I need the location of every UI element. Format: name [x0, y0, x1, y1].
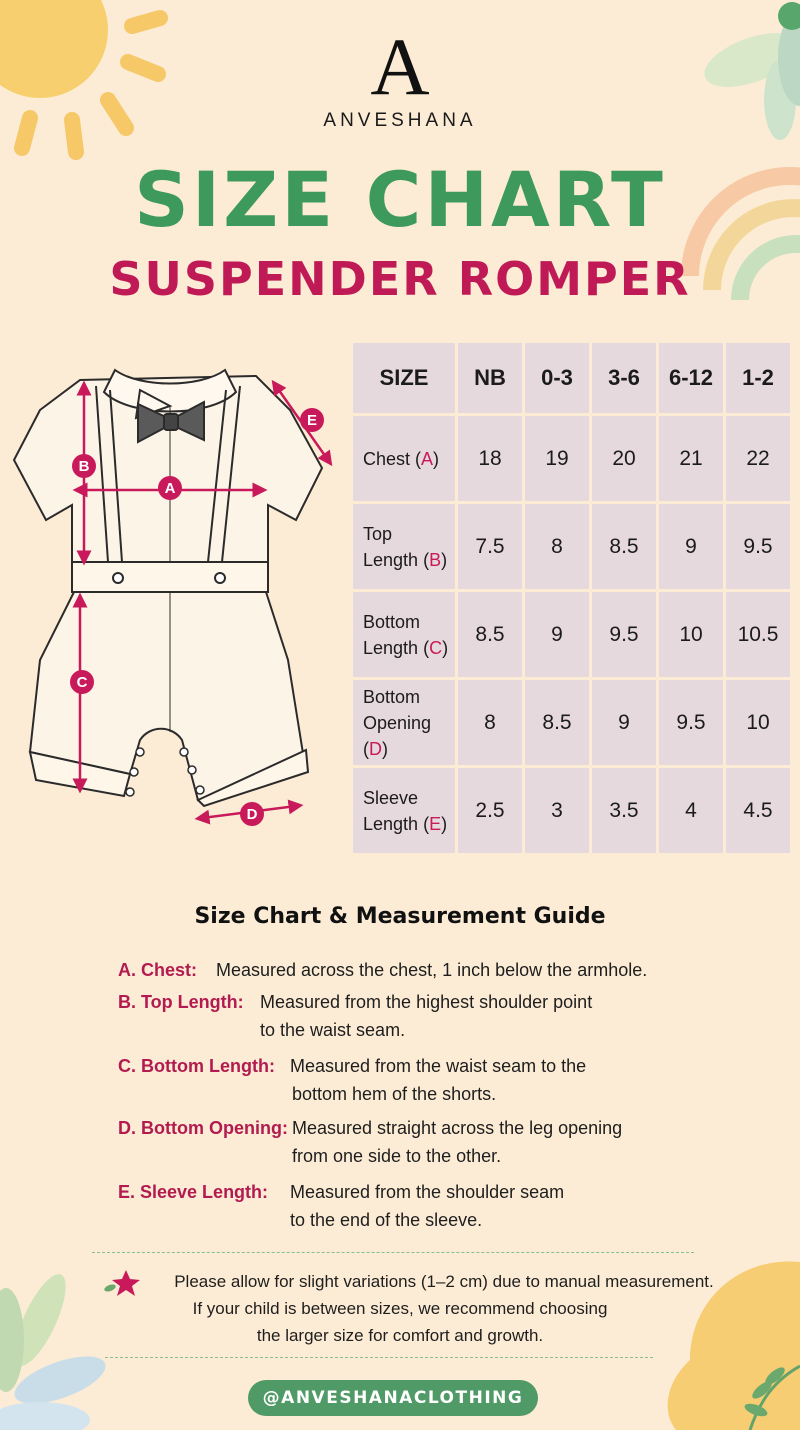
table-cell: 10	[659, 592, 723, 677]
table-cell: 3	[525, 768, 589, 853]
row-label: Chest (A)	[353, 416, 455, 501]
table-cell: 10.5	[726, 592, 790, 677]
guide-description: Measured from the waist seam to the	[290, 1056, 587, 1076]
table-cell: 4.5	[726, 768, 790, 853]
romper-diagram	[0, 340, 340, 840]
guide-description: Measured across the chest, 1 inch below the armhole.	[216, 960, 648, 980]
table-cell: 9	[525, 592, 589, 677]
guide-description: Measured from the highest shoulder point	[260, 992, 593, 1012]
guide-label: D. Bottom Opening:	[118, 1118, 288, 1138]
table-row	[353, 504, 790, 589]
brand-logo-letter: A	[370, 21, 430, 112]
social-handle-badge[interactable]: @ANVESHANACLOTHING	[248, 1380, 538, 1416]
row-label: Sleeve Length (E)	[353, 768, 455, 853]
guide-label: B. Top Length:	[118, 992, 244, 1012]
table-cell: 10	[726, 680, 790, 765]
guide-description: from one side to the other.	[292, 1146, 502, 1166]
note-line-1: Please allow for slight variations (1–2 cm) due to manual measurement.	[174, 1272, 714, 1291]
label-a	[158, 476, 182, 500]
header-cell: 1-2	[726, 343, 790, 413]
guide-description: bottom hem of the shorts.	[292, 1084, 497, 1104]
table-cell: 8.5	[592, 504, 656, 589]
table-cell: 9.5	[592, 592, 656, 677]
guide-description: Measured from the shoulder seam	[290, 1182, 565, 1202]
guide-label: E. Sleeve Length:	[118, 1182, 269, 1202]
table-cell: 4	[659, 768, 723, 853]
header-cell: SIZE	[353, 343, 455, 413]
svg-text:D: D	[246, 806, 258, 823]
table-cell: 8.5	[458, 592, 522, 677]
table-cell: 3.5	[592, 768, 656, 853]
guide-label: A. Chest:	[118, 960, 198, 980]
svg-text:B: B	[78, 458, 90, 475]
table-cell: 8	[458, 680, 522, 765]
header-cell: 0-3	[525, 343, 589, 413]
table-cell: 7.5	[458, 504, 522, 589]
table-cell: 22	[726, 416, 790, 501]
table-cell: 20	[592, 416, 656, 501]
table-row	[353, 768, 790, 853]
brand-name: ANVESHANA	[323, 110, 477, 131]
guide-description: to the end of the sleeve.	[290, 1210, 483, 1230]
table-header-row	[353, 343, 790, 413]
table-row	[353, 592, 790, 677]
page-subtitle: SUSPENDER ROMPER	[109, 252, 691, 306]
divider-top	[92, 1252, 694, 1253]
table-row	[353, 416, 790, 501]
svg-text:C: C	[76, 674, 88, 691]
header-cell: NB	[458, 343, 522, 413]
header-cell: 6-12	[659, 343, 723, 413]
table-cell: 9	[592, 680, 656, 765]
label-b	[72, 454, 96, 478]
label-c	[70, 670, 94, 694]
divider-bottom	[105, 1357, 653, 1358]
table-cell: 19	[525, 416, 589, 501]
guide-label: C. Bottom Length:	[118, 1056, 275, 1076]
note-line-3: the larger size for comfort and growth.	[256, 1326, 544, 1345]
table-cell: 18	[458, 416, 522, 501]
table-cell: 21	[659, 416, 723, 501]
guide-description: Measured straight across the leg opening	[292, 1118, 623, 1138]
table-cell: 8.5	[525, 680, 589, 765]
svg-text:E: E	[306, 412, 318, 429]
row-label: Bottom Opening (D)	[353, 680, 455, 765]
table-row	[353, 680, 790, 765]
label-d	[240, 802, 264, 826]
table-cell: 9.5	[726, 504, 790, 589]
label-e	[300, 408, 324, 432]
table-cell: 9	[659, 504, 723, 589]
row-label: Top Length (B)	[353, 504, 455, 589]
row-label: Bottom Length (C)	[353, 592, 455, 677]
table-cell: 9.5	[659, 680, 723, 765]
guide-title: Size Chart & Measurement Guide	[194, 904, 606, 929]
header-cell: 3-6	[592, 343, 656, 413]
size-table	[350, 340, 793, 856]
guide-description: to the waist seam.	[260, 1020, 406, 1040]
table-cell: 8	[525, 504, 589, 589]
page-title: SIZE CHART	[134, 155, 666, 244]
svg-text:A: A	[164, 480, 176, 497]
note-line-2: If your child is between sizes, we recommend choosing	[192, 1299, 608, 1318]
table-cell: 2.5	[458, 768, 522, 853]
